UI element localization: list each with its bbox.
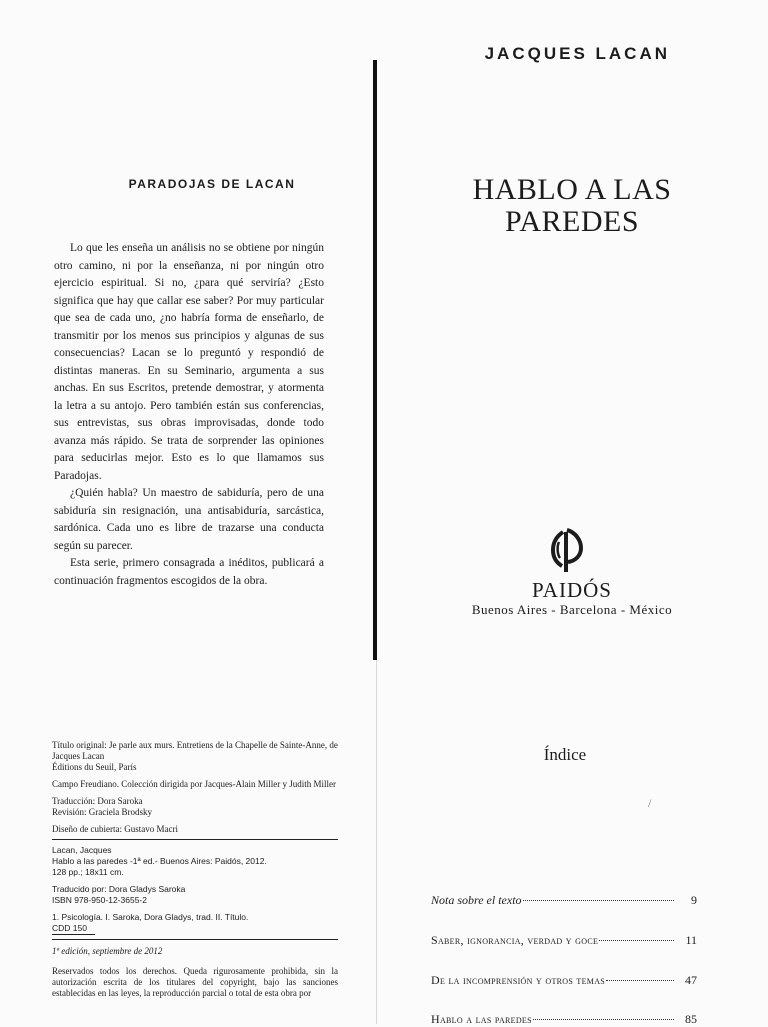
toc-heading: Índice	[543, 745, 587, 764]
toc-entry[interactable]	[431, 933, 697, 948]
series-title: PARADOJAS DE LACAN	[128, 177, 296, 191]
toc-entry[interactable]	[431, 973, 697, 988]
divider	[52, 939, 338, 940]
toc-entry-title: Nota sobre el texto	[431, 893, 522, 907]
catalog-line: 128 pp.; 18x11 cm.	[52, 867, 124, 877]
blurb-paragraph: ¿Quién habla? Un maestro de sabiduría, pero de una sabiduría sin resignación, una antisabiduría, sarcástica, sardónica. Cada uno es libre de trazarse una conducta según su parecer.	[54, 487, 324, 552]
cover-design-credit: Diseño de cubierta: Gustavo Macri	[52, 824, 178, 834]
toc-entry-title: Hablo a las paredes	[431, 1012, 532, 1026]
book-title	[437, 174, 707, 238]
toc-leader	[599, 940, 674, 941]
credits-block	[52, 740, 338, 999]
author-name: JACQUES LACAN	[484, 44, 670, 63]
translation-credit: Traducción: Dora Saroka	[52, 796, 143, 806]
toc-entry-page: 11	[685, 933, 697, 947]
edition-line: 1ª edición, septiembre de 2012	[52, 946, 163, 956]
isbn: ISBN 978-950-12-3655-2	[52, 895, 147, 905]
collection-info: Campo Freudiano. Colección dirigida por Jacques-Alain Miller y Judith Miller	[52, 779, 336, 789]
translator-line: Traducido por: Dora Gladys Saroka	[52, 884, 186, 894]
toc-entry-page: 9	[691, 893, 697, 907]
book-spine	[373, 60, 377, 660]
book-title-line: HABLO A LAS	[472, 173, 672, 206]
publisher-cities: Buenos Aires - Barcelona - México	[471, 602, 673, 617]
blurb-paragraph: Esta serie, primero consagrada a inéditos, publicará a continuación fragmentos escogidos de la obra.	[54, 557, 324, 587]
toc-entry[interactable]	[431, 1012, 697, 1027]
original-publisher: Éditions du Seuil, París	[52, 762, 137, 772]
toc-leader	[606, 980, 674, 981]
toc-entry-title: De la incomprensión y otros temas	[431, 973, 606, 987]
original-title: Título original: Je parle aux murs. Entretiens de la Chapelle de Sainte-Anne, de Jacques Lacan	[52, 740, 338, 761]
revision-credit: Revisión: Graciela Brodsky	[52, 807, 152, 817]
toc-entry-title: Saber, ignorancia, verdad y goce	[431, 933, 599, 947]
blurb-paragraph: Lo que les enseña un análisis no se obtiene por ningún otro camino, ni por la enseñanza, ni por ningún otro ejercicio espiritual. Si no, ¿para qué serviría? ¿Esto significa que hay que callar ese saber? Por muy particular que sea de cada uno, ¿no habría forma de enseñarlo, de transmitir por los menos sus principios y algunas de sus consecuencias? Lacan se lo preguntó y respondió de distintas maneras. En su Seminario, argumenta a sus anchas. En sus Escritos, pretende demostrar, y atormenta la letra a su antojo. Pero también están sus conferencias, sus entrevistas, sus obras improvisadas, donde todo avanza más rápido. Se trata de sorprender las opiniones para seducirlas mejor. Esto es lo que llamamos sus Paradojas.	[54, 242, 324, 482]
blurb	[54, 240, 324, 590]
catalog-line: Hablo a las paredes -1ª ed.- Buenos Aires: Paidós, 2012.	[52, 856, 267, 866]
publisher-name: PAIDÓS	[532, 578, 612, 602]
toc-entry-page: 85	[685, 1012, 697, 1026]
toc-leader	[533, 1019, 674, 1020]
book-spine-faint	[376, 660, 377, 1024]
stray-mark: /	[648, 796, 652, 810]
divider	[52, 839, 338, 840]
rights-notice: Reservados todos los derechos. Queda rigurosamente prohibida, sin la autorización escrita de los titulares del copyright, bajo las sanciones establecidas en las leyes, la reproducción parcial o total de esta obra por	[52, 966, 338, 998]
cdd-line: CDD 150	[52, 923, 95, 935]
toc-entry[interactable]	[431, 893, 697, 908]
toc-entry-page: 47	[685, 973, 697, 987]
toc-leader	[523, 900, 674, 901]
subjects-line: 1. Psicología. I. Saroka, Dora Gladys, trad. II. Título.	[52, 912, 249, 922]
paidos-logo-icon	[547, 528, 585, 574]
catalog-line: Lacan, Jacques	[52, 845, 112, 855]
book-title-line: PAREDES	[504, 205, 640, 238]
